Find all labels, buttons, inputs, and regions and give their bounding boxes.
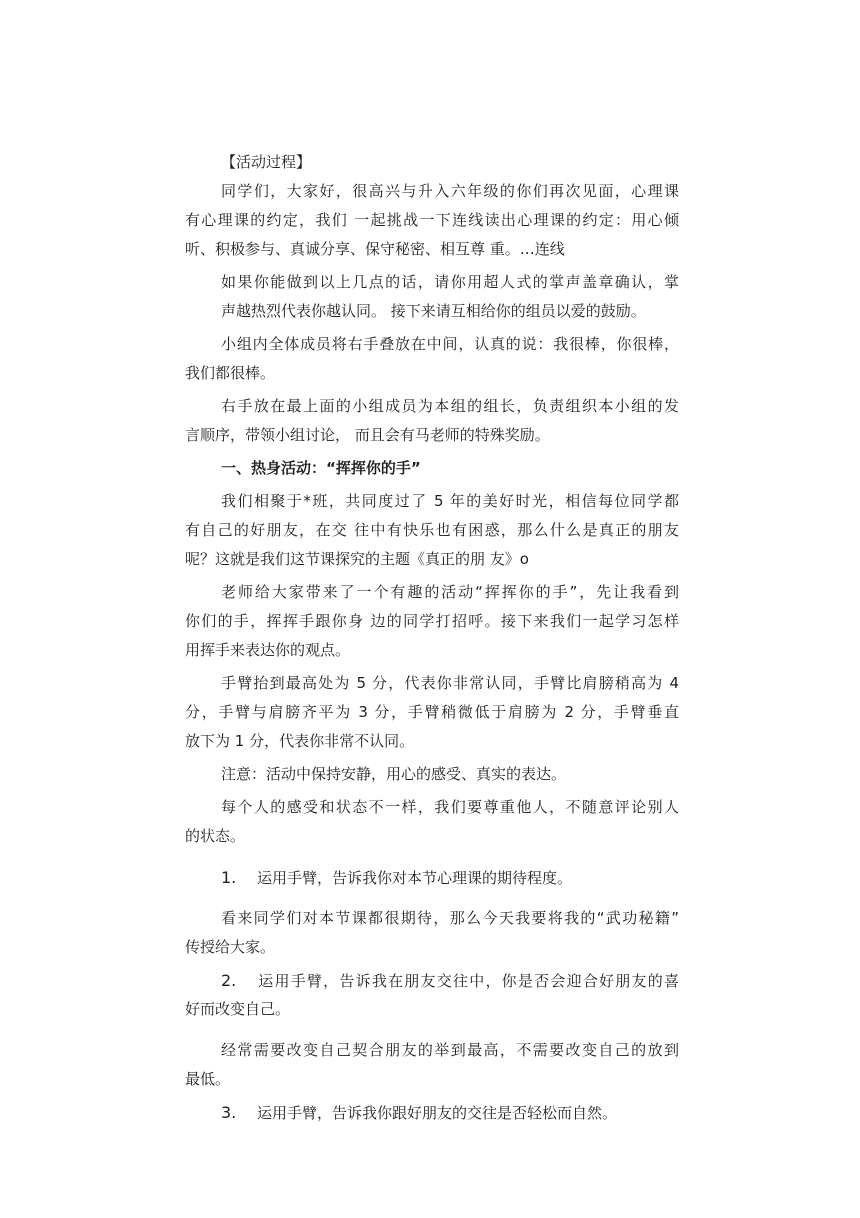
paragraph-line: 传授给大家。 xyxy=(185,938,276,956)
list-number: 2. xyxy=(221,971,237,990)
list-item-1 xyxy=(185,863,679,892)
paragraph-line: 声越热烈代表你越认同。 接下来请互相给你的组员以爱的鼓励。 xyxy=(221,302,646,320)
paragraph-note: 注意：活动中保持安静，用心的感受、真实的表达。 xyxy=(221,765,567,783)
paragraph-line: 放下为 1 分，代表你非常不认同。 xyxy=(185,732,415,750)
paragraph-line: 每个人的感受和状态不一样，我们要尊重他人，不随意评论别人 xyxy=(221,798,679,816)
paragraph-respect xyxy=(185,793,679,851)
paragraph-group-hands xyxy=(185,330,679,388)
section-title-warmup: 一、热身活动：“挥挥你的手” xyxy=(221,459,421,477)
paragraph-group-leader xyxy=(185,392,679,450)
paragraph-change-self xyxy=(185,1036,679,1094)
list-item-text: 运用手臂，告诉我你跟好朋友的交往是否轻松而自然。 xyxy=(257,1104,618,1122)
document-body xyxy=(185,148,679,1127)
list-item-text: 运用手臂，告诉我你对本节心理课的期待程度。 xyxy=(257,869,573,887)
list-item-line: 好而改变自己。 xyxy=(185,1000,291,1018)
paragraph-scoring-rules xyxy=(185,669,679,756)
paragraph-line: 听、积极参与、真诚分享、保守秘密、相互尊 重。…连线 xyxy=(185,240,565,258)
list-item-2 xyxy=(185,966,679,1024)
paragraph-line: 小组内全体成员将右手叠放在中间，认真的说：我很棒，你很棒， xyxy=(221,335,679,353)
paragraph-line: 老师给大家带来了一个有趣的活动“挥挥你的手”，先让我看到 xyxy=(221,583,679,601)
paragraph-line: 手臂抬到最高处为 5 分，代表你非常认同，手臂比肩膀稍高为 4 xyxy=(221,674,679,692)
paragraph-intro-friendship xyxy=(185,487,679,574)
paragraph-line: 用挥手来表达你的观点。 xyxy=(185,641,351,659)
paragraph-line: 有自己的好朋友，在交 往中有快乐也有困惑，那么什么是真正的朋友 xyxy=(185,521,679,539)
paragraph-line: 经常需要改变自己契合朋友的举到最高，不需要改变自己的放到 xyxy=(221,1041,679,1059)
paragraph-line: 的状态。 xyxy=(185,827,246,845)
paragraph-line: 我们相聚于*班，共同度过了 5 年的美好时光，相信每位同学都 xyxy=(221,492,679,510)
paragraph-secret-skills xyxy=(185,904,679,962)
paragraph-wave-activity xyxy=(185,578,679,665)
paragraph-line: 如果你能做到以上几点的话，请你用超人式的掌声盖章确认，掌 xyxy=(221,273,679,291)
paragraph-line: 我们都很棒。 xyxy=(185,364,276,382)
paragraph-line: 分，手臂与肩膀齐平为 3 分，手臂稍微低于肩膀为 2 分，手臂垂直 xyxy=(185,703,679,721)
list-item-text: 运用手臂，告诉我在朋友交往中，你是否会迎合好朋友的喜 xyxy=(257,972,679,990)
paragraph-greeting xyxy=(185,177,679,264)
paragraph-line: 看来同学们对本节课都很期待，那么今天我要将我的“武功秘籍” xyxy=(221,909,679,927)
section-heading-process: 【活动过程】 xyxy=(221,153,312,171)
list-item-line xyxy=(185,966,679,995)
paragraph-applause xyxy=(185,268,679,326)
list-number: 1. xyxy=(221,868,237,887)
paragraph-line: 右手放在最上面的小组成员为本组的组长，负责组织本小组的发 xyxy=(221,397,679,415)
list-item-3 xyxy=(185,1098,679,1127)
paragraph-line: 呢？这就是我们这节课探究的主题《真正的朋 友》o xyxy=(185,550,529,568)
paragraph-line: 言顺序，带领小组讨论， 而且会有马老师的特殊奖励。 xyxy=(185,426,550,444)
list-number: 3. xyxy=(221,1103,237,1122)
paragraph-line: 有心理课的约定，我们 一起挑战一下连线读出心理课的约定：用心倾 xyxy=(185,211,679,229)
paragraph-line: 你们的手，挥挥手跟你身 边的同学打招呼。接下来我们一起学习怎样 xyxy=(185,612,679,630)
paragraph-line: 同学们，大家好，很高兴与升入六年级的你们再次见面，心理课 xyxy=(221,182,679,200)
paragraph-line: 最低。 xyxy=(185,1070,231,1088)
